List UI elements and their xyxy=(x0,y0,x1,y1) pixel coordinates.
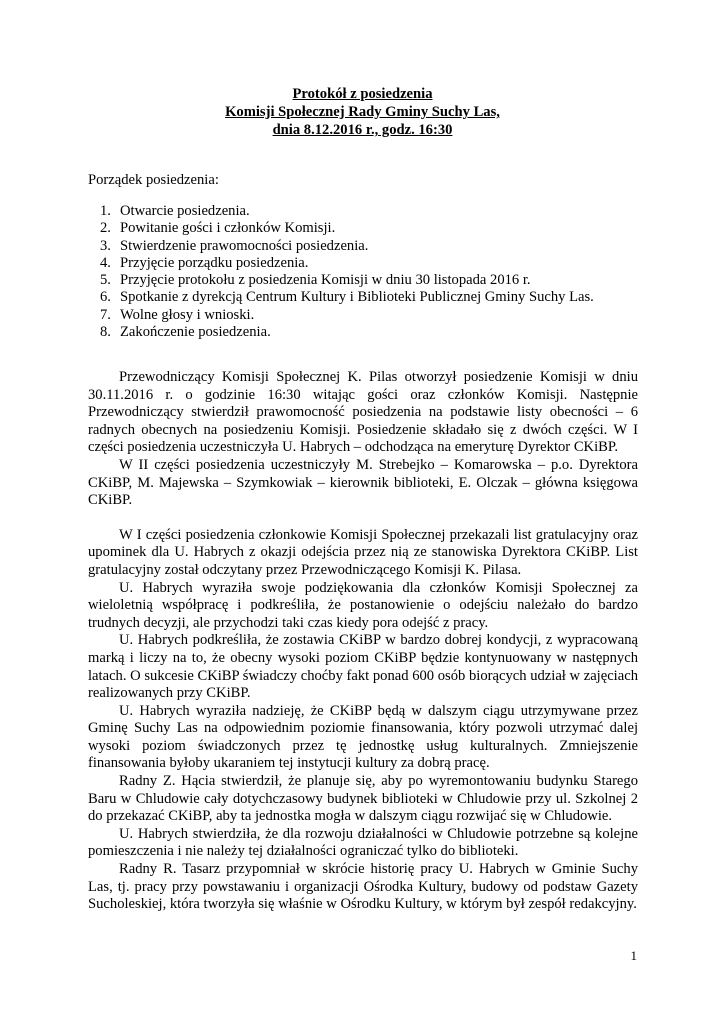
agenda-item xyxy=(100,203,594,220)
agenda-item-text: Przyjęcie porządku posiedzenia. xyxy=(120,254,309,271)
paragraph: W I części posiedzenia członkowie Komisji Społecznej przekazali list gratulacyjny oraz upominek dla U. Habrych z okazji odejścia przez nią ze stanowiska Dyrektora CKiBP. List gratulacyjny został odczytany przez Przewodniczącego Komisji K. Pilasa. xyxy=(88,526,638,578)
paragraph: Radny R. Tasarz przypomniał w skrócie historię pracy U. Habrych w Gminie Suchy Las, tj. pracy przy powstawaniu i organizacji Ośrodka Kultury, budowy od podstaw Gazety Sucholeskiej, która tworzyła się właśnie w Ośrodku Kultury, w którym był zespół redakcyjny. xyxy=(88,861,638,913)
paragraph: U. Habrych wyraziła swoje podziękowania dla członków Komisji Społecznej za wieloletnią współpracę i podkreśliła, że postanowienie o odejściu należało do bardzo trudnych decyzji, ale przychodzi taki czas kiedy pora odejść z pracy. xyxy=(88,579,638,631)
agenda-item-text: Zakończenie posiedzenia. xyxy=(120,324,271,341)
agenda-item-number: 8. xyxy=(100,324,111,341)
paragraph: U. Habrych podkreśliła, że zostawia CKiBP w bardzo dobrej kondycji, z wypracowaną marką i liczy na to, że obecny wysoki poziom CKiBP będzie kontynuowany w następnych latach. O sukcesie CKiBP świadczy choćby fakt ponad 600 osób biorących udział w zajęciach realizowanych przy CKiBP. xyxy=(88,632,638,702)
agenda-item-number: 2. xyxy=(100,220,111,237)
agenda-item xyxy=(100,255,594,272)
paragraph: Radny Z. Hącia stwierdził, że planuje się, aby po wyremontowaniu budynku Starego Baru w Chludowie cały dotychczasowy budynek biblioteki w Chludowie przy ul. Szkolnej 2 do przekazać CKiBP, aby ta jednostka mogła w dalszym ciągu rozwijać się w Chludowie. xyxy=(88,773,638,825)
title-line-2: Komisji Społecznej Rady Gminy Suchy Las, xyxy=(225,104,500,120)
agenda-list xyxy=(100,203,594,341)
agenda-item-number: 3. xyxy=(100,237,111,254)
agenda-item xyxy=(100,220,594,237)
agenda-item-text: Spotkanie z dyrekcją Centrum Kultury i Biblioteki Publicznej Gminy Suchy Las. xyxy=(120,289,594,306)
agenda-item-text: Przyjęcie protokołu z posiedzenia Komisji w dniu 30 listopada 2016 r. xyxy=(120,272,531,289)
paragraph-gap xyxy=(88,510,638,527)
agenda-item-number: 6. xyxy=(100,289,111,306)
agenda-item-number: 4. xyxy=(100,254,111,271)
agenda-item xyxy=(100,324,594,341)
agenda-item xyxy=(100,272,594,289)
agenda-item-text: Powitanie gości i członków Komisji. xyxy=(120,220,336,237)
paragraph: W II części posiedzenia uczestniczyły M. Strebejko – Komarowska – p.o. Dyrektora CKiBP, M. Majewska – Szymkowiak – kierownik biblioteki, E. Olczak – główna księgowa CKiBP. xyxy=(88,456,638,509)
agenda-item xyxy=(100,238,594,255)
agenda-item-number: 5. xyxy=(100,272,111,289)
page-number: 1 xyxy=(630,948,637,963)
paragraph: U. Habrych wyraziła nadzieję, że CKiBP będą w dalszym ciągu utrzymywane przez Gminę Suchy Las na odpowiednim poziomie finansowania, który pozwoli utrzymać dalej wysoki poziom świadczonych przez tę jednostkę usług kulturalnych. Zmniejszenie finansowania byłoby ukaraniem tej instytucji kultury za dobrą pracę. xyxy=(88,702,638,772)
agenda-item-text: Otwarcie posiedzenia. xyxy=(120,203,250,219)
title-line-3: dnia 8.12.2016 r., godz. 16:30 xyxy=(272,122,453,138)
agenda-item-number: 7. xyxy=(100,306,111,323)
agenda-heading: Porządek posiedzenia: xyxy=(88,172,219,188)
agenda-item xyxy=(100,307,594,324)
agenda-item-number: 1. xyxy=(100,203,111,219)
title-line-1: Protokół z posiedzenia xyxy=(292,86,433,102)
protocol-body xyxy=(88,369,638,914)
paragraph: Przewodniczący Komisji Społecznej K. Pilas otworzył posiedzenie Komisji w dniu 30.11.2016 r. o godzinie 16:30 witając gości oraz członków Komisji. Następnie Przewodniczący stwierdził prawomocność posiedzenia na podstawie listy obecności – 6 radnych obecnych na posiedzeniu Komisji. Posiedzenie składało się z dwóch części. W I części posiedzenia uczestniczyła U. Habrych – odchodząca na emeryturę Dyrektor CKiBP. xyxy=(88,369,638,456)
paragraph: U. Habrych stwierdziła, że dla rozwoju działalności w Chludowie potrzebne są kolejne pomieszczenia i nie należy tej działalności ograniczać tylko do biblioteki. xyxy=(88,825,638,860)
agenda-item-text: Wolne głosy i wnioski. xyxy=(120,306,255,323)
agenda-item-text: Stwierdzenie prawomocności posiedzenia. xyxy=(120,237,369,254)
agenda-item xyxy=(100,289,594,306)
